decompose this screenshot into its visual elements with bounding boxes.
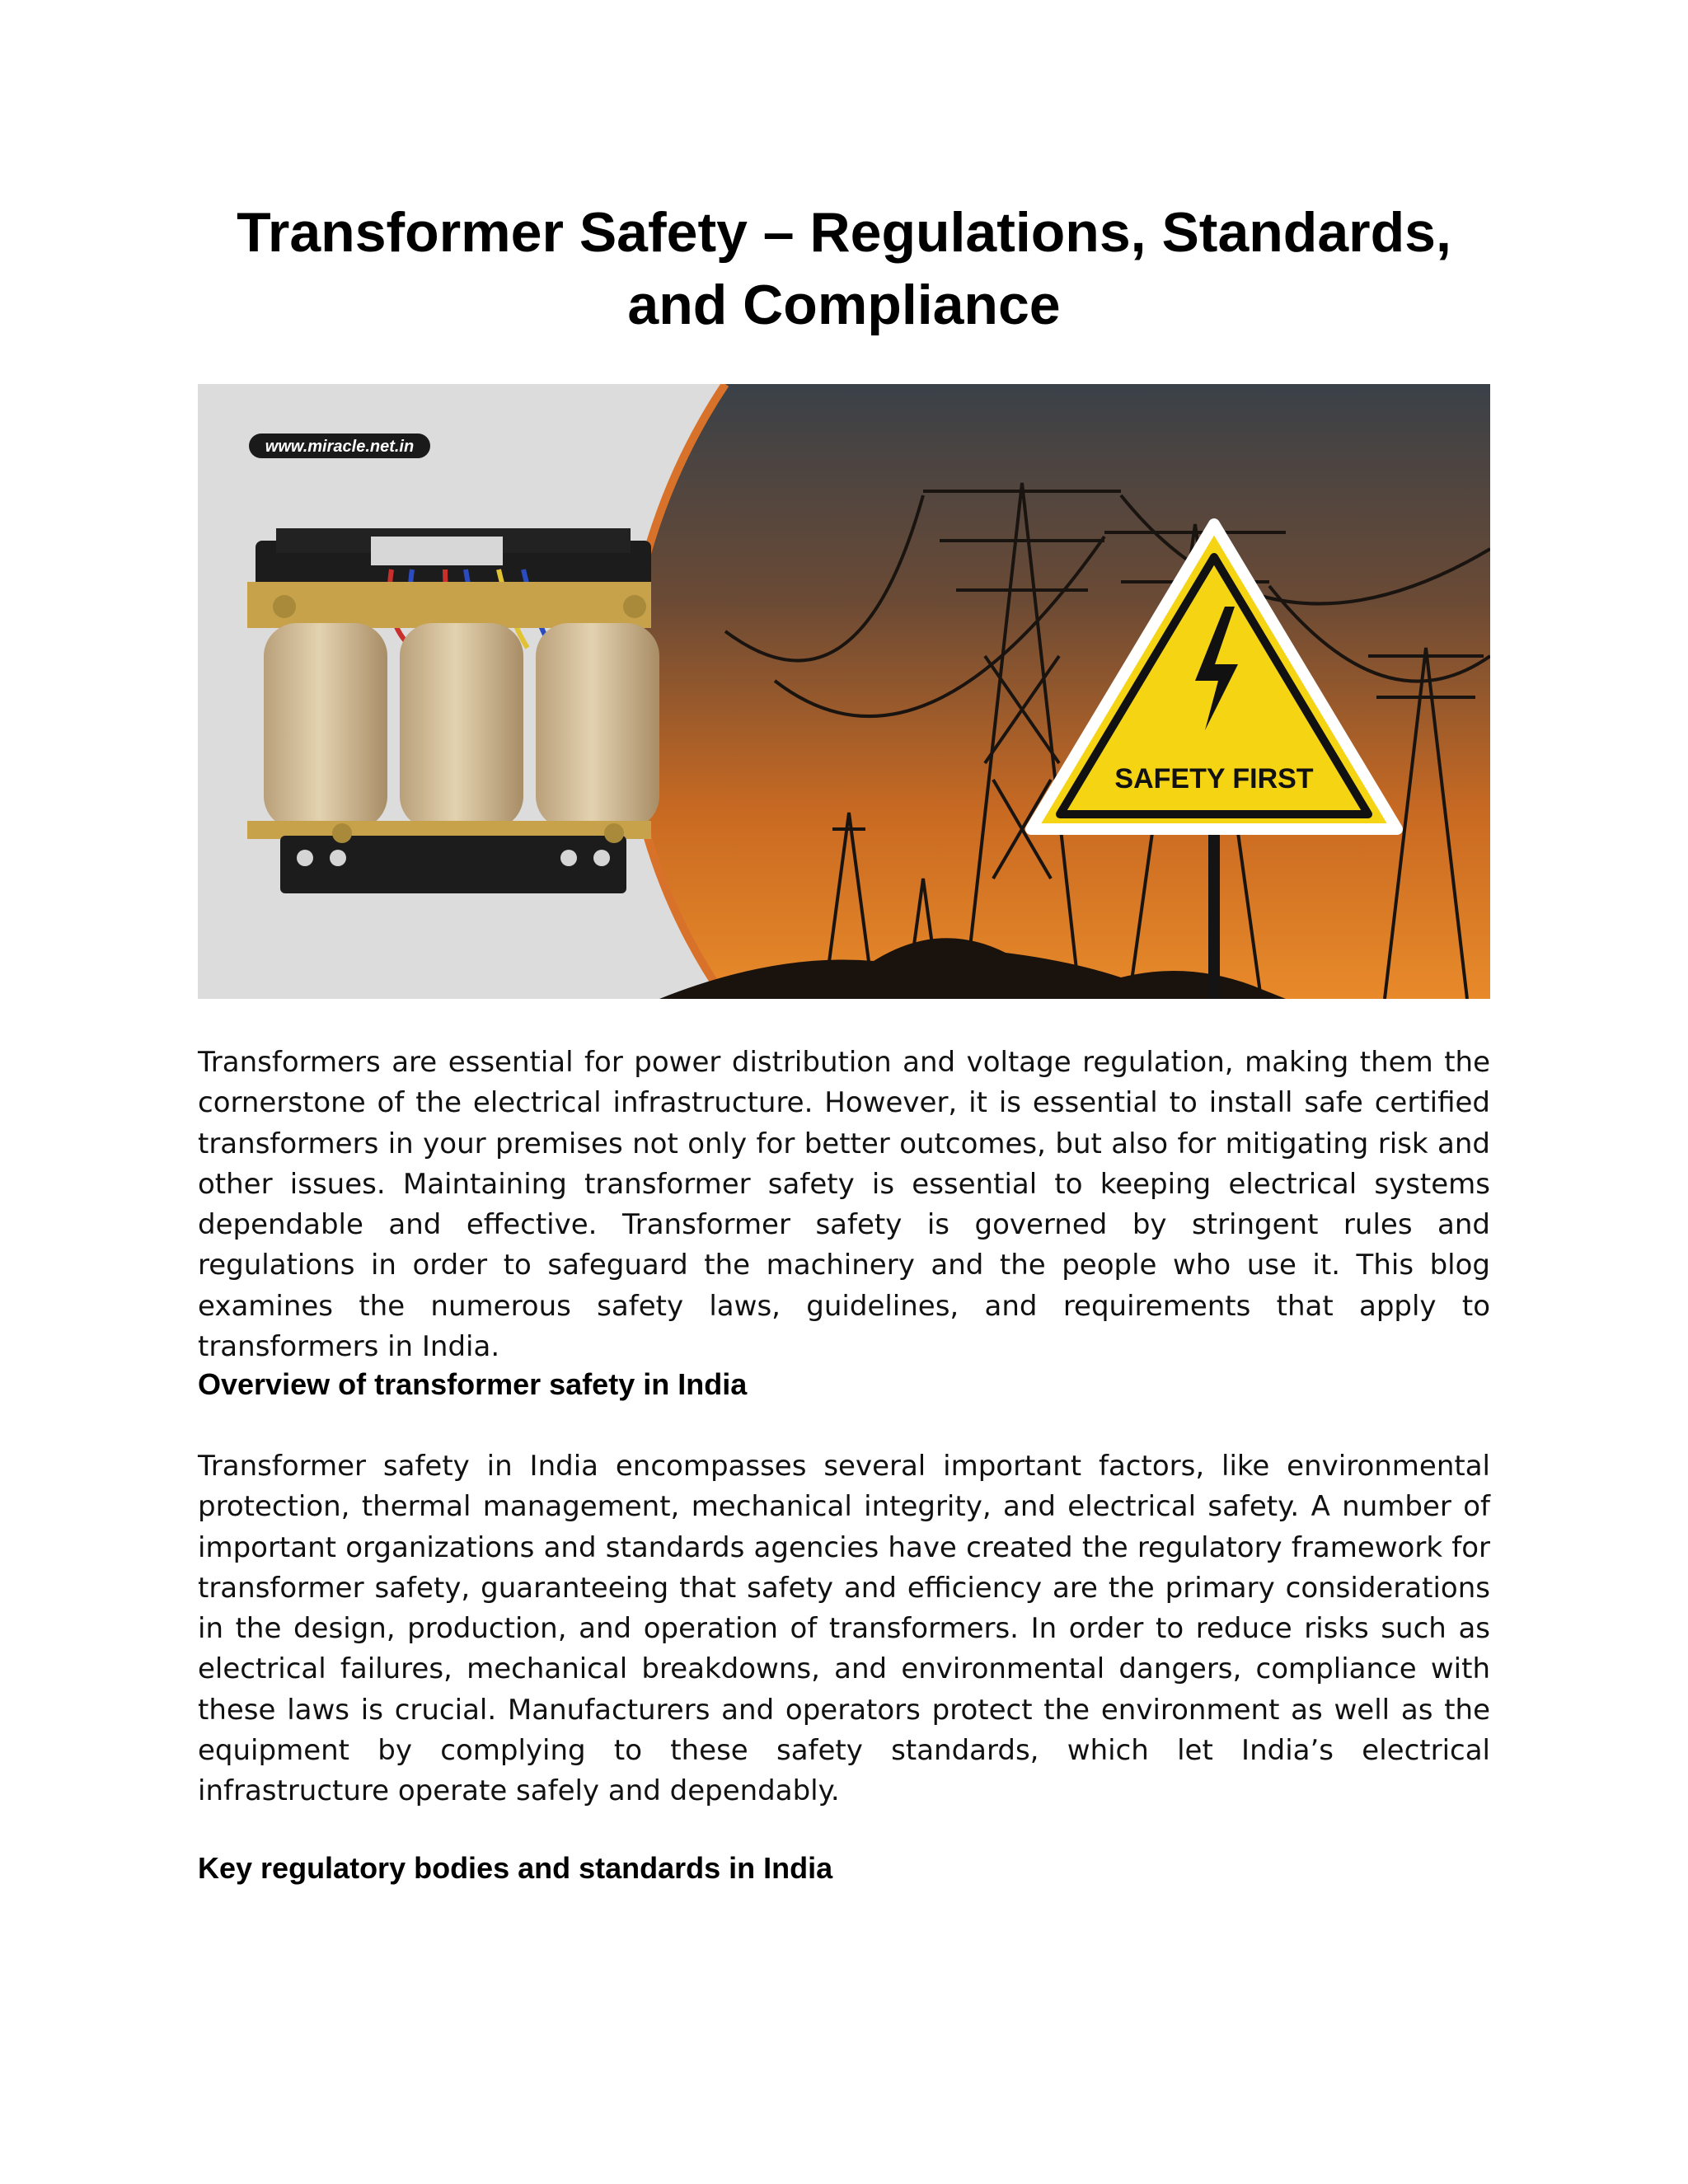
overview-paragraph: Transformer safety in India encompasses several important factors, like environmental protection, thermal management, mechanical integrity, and electrical safety. A number of important organizations and standards agencies have created the regulatory framework for transformer safety, guaranteeing that safety and efficiency are the primary considerations in the design, production, and operation of transformers. In order to reduce risks such as electrical failures, mechanical breakdowns, and environmental dangers, compliance with these laws is crucial. Manufacturers and operators protect the environment as well as the equipment by complying to these safety standards, which let India’s electrical infrastructure operate safely and dependably. — [198, 1450, 1490, 1808]
sign-text: SAFETY FIRST — [1114, 763, 1314, 794]
hero-image — [198, 384, 1490, 999]
transformer-icon — [247, 528, 659, 893]
section-heading-regulatory-bodies: Key regulatory bodies and standards in India — [198, 1851, 833, 1885]
section-heading-overview: Overview of transformer safety in India — [198, 1367, 748, 1401]
page-title: Transformer Safety – Regulations, Standards, and Compliance — [237, 201, 1451, 336]
watermark: www.miracle.net.in — [265, 438, 415, 456]
intro-paragraph: Transformers are essential for power distribution and voltage regulation, making them the cornerstone of the electrical infrastructure. However, it is essential to install safe certified transformers in your premises not only for better outcomes, but also for mitigating risk and other issues. Maintaining transformer safety is essential to keeping electrical systems dependable and effective. Transformer safety is governed by stringent rules and regulations in order to safeguard the machinery and the people who use it. This blog examines the numerous safety laws, guidelines, and requirements that apply to transformers in India. — [198, 1046, 1490, 1364]
